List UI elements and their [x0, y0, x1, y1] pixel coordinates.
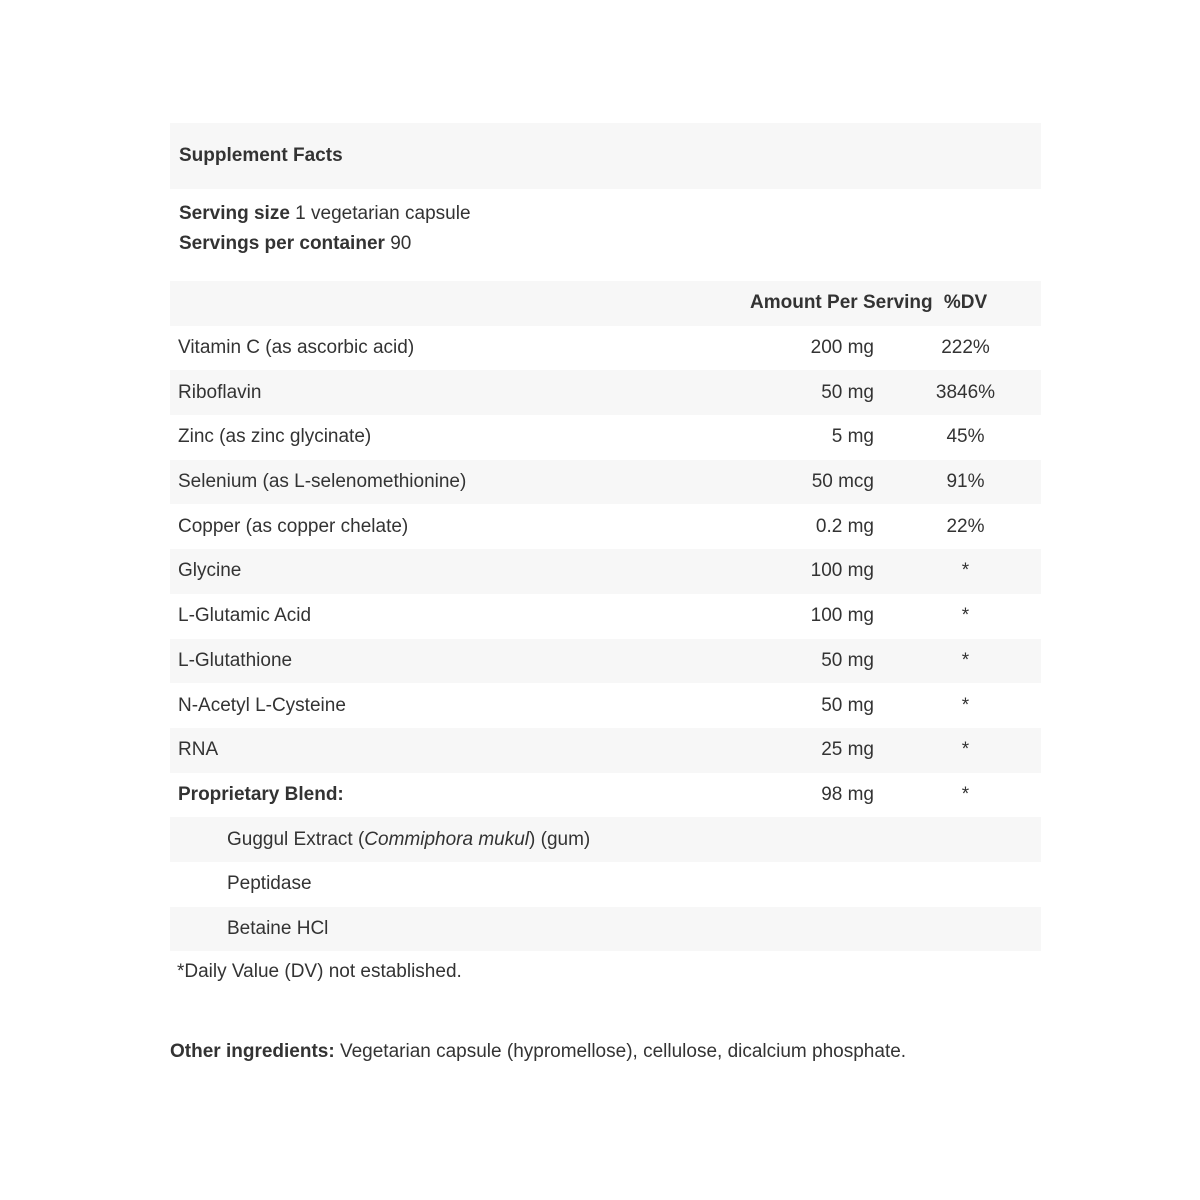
supplement-facts-panel — [170, 123, 1041, 983]
panel-title-text: Supplement Facts — [179, 145, 343, 166]
blend-item-betaine: Betaine HCl — [227, 917, 329, 939]
blend-item-guggul — [170, 817, 1041, 862]
other-ingredients-label: Other ingredients: — [170, 1041, 335, 1062]
ingredient-name: L-Glutathione — [178, 649, 293, 671]
table-row — [170, 594, 1041, 639]
ingredient-amount: 50 mg — [821, 694, 874, 716]
ingredient-dv: * — [961, 783, 970, 805]
ingredient-name: Riboflavin — [178, 381, 262, 403]
ingredient-amount: 200 mg — [810, 337, 874, 359]
ingredient-amount: 50 mcg — [811, 471, 874, 493]
header-name — [170, 281, 750, 326]
ingredient-name: Zinc (as zinc glycinate) — [178, 426, 372, 448]
ingredient-amount: 100 mg — [810, 560, 874, 582]
servings-per-container — [179, 229, 1032, 259]
ingredient-dv: 91% — [946, 471, 985, 493]
guggul-latin-name: Commiphora mukul — [364, 828, 530, 850]
ingredient-dv: 45% — [946, 426, 985, 448]
table-row-blend-item — [170, 907, 1041, 952]
servings-per-container-value: 90 — [390, 233, 412, 254]
ingredient-amount: 25 mg — [821, 739, 874, 761]
other-ingredients — [170, 1041, 906, 1063]
serving-info — [170, 189, 1041, 281]
ingredient-name: RNA — [178, 739, 219, 761]
table-header-row — [170, 281, 1041, 326]
guggul-suffix: ) (gum) — [529, 828, 591, 850]
ingredient-dv: 222% — [941, 337, 990, 359]
ingredient-name: N-Acetyl L-Cysteine — [178, 694, 346, 716]
ingredient-dv: * — [961, 605, 970, 627]
table-row-blend-item — [170, 862, 1041, 907]
serving-size-value: 1 vegetarian capsule — [295, 203, 471, 224]
ingredient-name: Proprietary Blend: — [178, 783, 344, 805]
table-row — [170, 549, 1041, 594]
table-row — [170, 326, 1041, 371]
ingredient-name: Selenium (as L-selenomethionine) — [178, 471, 467, 493]
ingredient-dv: * — [961, 649, 970, 671]
panel-title — [170, 123, 1041, 189]
ingredient-dv: * — [961, 739, 970, 761]
table-row — [170, 460, 1041, 505]
ingredient-amount: 50 mg — [821, 649, 874, 671]
ingredient-name: L-Glutamic Acid — [178, 605, 312, 627]
ingredient-dv: * — [961, 694, 970, 716]
ingredient-amount: 5 mg — [831, 426, 874, 448]
ingredient-name: Vitamin C (as ascorbic acid) — [178, 337, 415, 359]
dv-footnote: *Daily Value (DV) not established. — [177, 961, 462, 983]
header-dv: %DV — [943, 292, 988, 314]
other-ingredients-value: Vegetarian capsule (hypromellose), cellulose, dicalcium phosphate. — [339, 1041, 907, 1062]
ingredient-dv: 22% — [946, 515, 985, 537]
blend-item-peptidase: Peptidase — [227, 873, 312, 895]
table-row-blend-item — [170, 817, 1041, 862]
ingredient-dv: 3846% — [935, 381, 996, 403]
ingredient-amount: 0.2 mg — [815, 515, 874, 537]
ingredient-amount: 98 mg — [821, 783, 874, 805]
table-row — [170, 728, 1041, 773]
facts-table — [170, 281, 1041, 951]
header-amount: Amount Per Serving — [750, 292, 933, 314]
ingredient-name: Glycine — [178, 560, 242, 582]
table-row — [170, 415, 1041, 460]
servings-per-container-label: Servings per container — [179, 233, 385, 254]
guggul-prefix: Guggul Extract ( — [227, 828, 365, 850]
ingredient-dv: * — [961, 560, 970, 582]
table-row — [170, 504, 1041, 549]
table-row — [170, 370, 1041, 415]
ingredient-amount: 50 mg — [821, 381, 874, 403]
serving-size-label: Serving size — [179, 203, 290, 224]
table-row — [170, 683, 1041, 728]
table-row-proprietary-blend — [170, 773, 1041, 818]
ingredient-amount: 100 mg — [810, 605, 874, 627]
ingredient-name: Copper (as copper chelate) — [178, 515, 409, 537]
table-row — [170, 639, 1041, 684]
serving-size — [179, 199, 1032, 229]
